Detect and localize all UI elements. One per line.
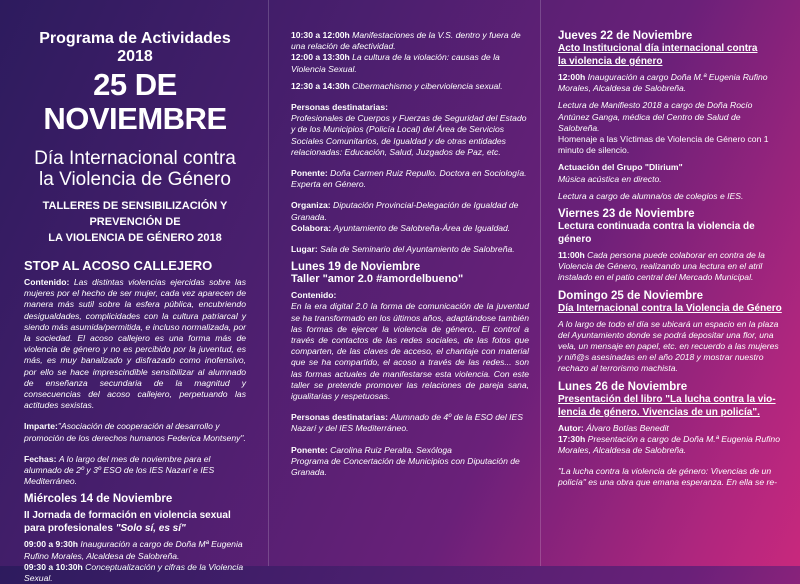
fechas-text: A lo largo del mes de noviembre para el alumnado de 2º y 3º ESO de los IES Nazarí e IES Mediterráneo. xyxy=(24,453,215,487)
talleres-line-1: TALLERES DE SENSIBILIZACIÓN Y PREVENCIÓN DE xyxy=(42,200,228,228)
imparte-paragraph xyxy=(24,421,246,443)
contenido-label: Contenido: xyxy=(24,277,70,287)
taller-heading: Taller "amor 2.0 #amordelbueno" xyxy=(291,273,464,286)
lunes26-heading: Lunes 26 de Noviembre xyxy=(558,380,688,393)
lunes19-heading: Lunes 19 de Noviembre xyxy=(291,261,421,274)
domingo-paragraph: A lo largo de todo el día se ubicará un espacio en la plaza del Ayuntamiento donde se podrá depositar una flor, una vela, un mensaje en papel, etc. en recuerdo a las mujeres y niñ@s asesinadas en el año 2018 y mostrar nuestro rechazo al terrorismo machista. xyxy=(558,318,779,374)
jornada-heading xyxy=(24,509,246,535)
ponente-paragraph: Ponente: Doña Carmen Ruiz Repullo. Doctora en Sociología. Experta en Género. xyxy=(291,168,527,190)
actuacion-paragraph: Actuación del Grupo "Dlirium" Música acústica en directo. xyxy=(558,162,683,184)
day-title-line-1: Día Internacional contra xyxy=(34,148,236,169)
column-2 xyxy=(275,0,537,566)
lectura-alumnos: Lectura a cargo de alumna/os de colegios e IES. xyxy=(558,190,744,201)
talleres-title xyxy=(24,198,246,246)
miercoles-heading: Miércoles 14 de Noviembre xyxy=(24,493,173,506)
acto-inauguracion: 12:00h Inauguración a cargo Doña M.ª Eugenia Rufino Morales, Alcaldesa de Salobreña. xyxy=(558,72,768,94)
stop-title: STOP AL ACOSO CALLEJERO xyxy=(24,258,213,273)
jornada-line-2: para profesionales "Solo sí, es sí" xyxy=(24,523,186,535)
lectura-continuada-heading: Lectura continuada contra la violencia de género xyxy=(558,221,755,246)
schedule-item-1: 09:00 a 9:30h Inauguración a cargo de Doña Mª Eugenia Rufino Morales, Alcaldesa de Salobreña. 09:30 a 10:30h Conceptualización y cifras de la Violencia Sexual. xyxy=(24,539,244,584)
main-date: 25 DE NOVIEMBRE xyxy=(43,67,227,136)
contenido-paragraph xyxy=(24,277,246,411)
dia-internacional-heading: Día Internacional contra la Violencia de Género xyxy=(558,302,782,314)
jornada-line-1: II Jornada de formación en violencia sexual xyxy=(24,510,231,522)
autor-paragraph: Autor: Álvaro Botías Benedit 17:30h Presentación a cargo de Doña M.ª Eugenia Rufino Morales, Alcaldesa de Salobreña. xyxy=(558,422,780,456)
quote-paragraph: "La lucha contra la violencia de género: Vivencias de un policía" es una obra que emana esperanza. En ella se re- xyxy=(558,466,777,488)
day-title xyxy=(24,148,246,190)
contenido-text: Las distintas violencias ejercidas sobre las mujeres por el hecho de ser mujer, cada vez aparecen de manera más sutil sobre la esfera pública, encubriendo desigualdades, complicidades con la cultura patriarcal y siendo más asumida/permitida, e incluso normalizada, por la sociedad. El acoso callejero es una forma más de violencia de género y no es percibido por la juventud, es más, es muy banalizado y disfrazado como inofensivo, por ello se hace imprescindible sensibilizar al alumnado de enseñanza secundaria de la magnitud y consecuencias del acoso callejero, perpetuando las actitudes sexistas. xyxy=(24,277,247,411)
ponente2-paragraph: Ponente: Carolina Ruiz Peralta. Sexóloga Programa de Concertación de Municipios con Diputación de Granada. xyxy=(291,444,520,478)
schedule-block-2: 10:30 a 12:00h Manifestaciones de la V.S. dentro y fuera de una relación de afectividad. 12:00 a 13:30h La cultura de la violación: causas de la Violencia Sexual. xyxy=(291,30,521,74)
fechas-paragraph xyxy=(24,454,246,488)
day-title-line-2: la Violencia de Género xyxy=(39,169,231,190)
contenido2-paragraph: Contenido: En la era digital 2.0 la forma de comunicación de la juventud se ha transformado en los últimos años, adaptándose también las formas de ejercer la violencia de género,. El control a través de contactos de las redes sociales, de las fotos que comparten, de las claves de acceso, el chantaje con material que se ha compartido, el acoso a través de las redes... son las formas actuales de manifestarse esta violencia. Con este taller se pretende promover las relaciones de pareja sana, igualitarias y respetuosas. xyxy=(291,290,529,402)
lugar-paragraph: Lugar: Sala de Seminario del Ayuntamiento de Salobreña. xyxy=(291,244,515,255)
jueves-heading: Jueves 22 de Noviembre xyxy=(558,30,693,42)
organiza-paragraph: Organiza: Diputación Provincial-Delegación de Igualdad de Granada. Colabora: Ayuntamiento de Salobreña-Área de Igualdad. xyxy=(291,200,519,233)
column-3 xyxy=(544,0,800,566)
talleres-line-2: LA VIOLENCIA DE GÉNERO 2018 xyxy=(48,232,222,244)
viernes-heading: Viernes 23 de Noviembre xyxy=(558,208,695,221)
acto-lectura: Lectura de Manifiesto 2018 a cargo de Doña Rocío Antúnez Ganga, médica del Centro de Salud de Salobreña. Homenaje a las Víctimas de Violencia de Género con 1 minuto de silencio. xyxy=(558,100,769,156)
column-1 xyxy=(0,0,260,584)
destinatarias2-paragraph: Personas destinatarias: Alumnado de 4º de la ESO del IES Nazarí y del IES Mediterráneo. xyxy=(291,412,523,434)
fechas-label: Fechas: xyxy=(24,453,57,464)
domingo-heading: Domingo 25 de Noviembre xyxy=(558,289,704,302)
program-title: Programa de Actividades 2018 xyxy=(39,30,231,65)
imparte-text: "Asociación de cooperación al desarrollo y promoción de los derechos humanos Federica Montseny". xyxy=(24,421,246,443)
schedule-item-5: 12:30 a 14:30h Cibermachismo y ciberviolencia sexual. xyxy=(291,80,503,91)
column-divider-1 xyxy=(268,0,269,566)
imparte-label: Imparte: xyxy=(24,421,58,432)
column-divider-2 xyxy=(540,0,541,566)
acto-heading: Acto Institucional día internacional contra la violencia de género xyxy=(558,43,758,67)
destinatarias-paragraph: Personas destinatarias: Profesionales de Cuerpos y Fuerzas de Seguridad del Estado y de los Municipios (Policía Local) del Área de Servicios Sociales Comunitarios, de Igualdad y de otras entidades relacionadas: Educación, Salud, Juzgados de Paz, etc. xyxy=(291,102,527,157)
presentacion-heading: Presentación del libro "La lucha contra la vio- lencia de género. Vivencias de un policía". xyxy=(558,393,776,418)
viernes-paragraph: 11:00h Cada persona puede colaborar en contra de la Violencia de Género, realizando una lectura en el atril instalado en el patio central del Mercado Municipal. xyxy=(558,250,765,283)
